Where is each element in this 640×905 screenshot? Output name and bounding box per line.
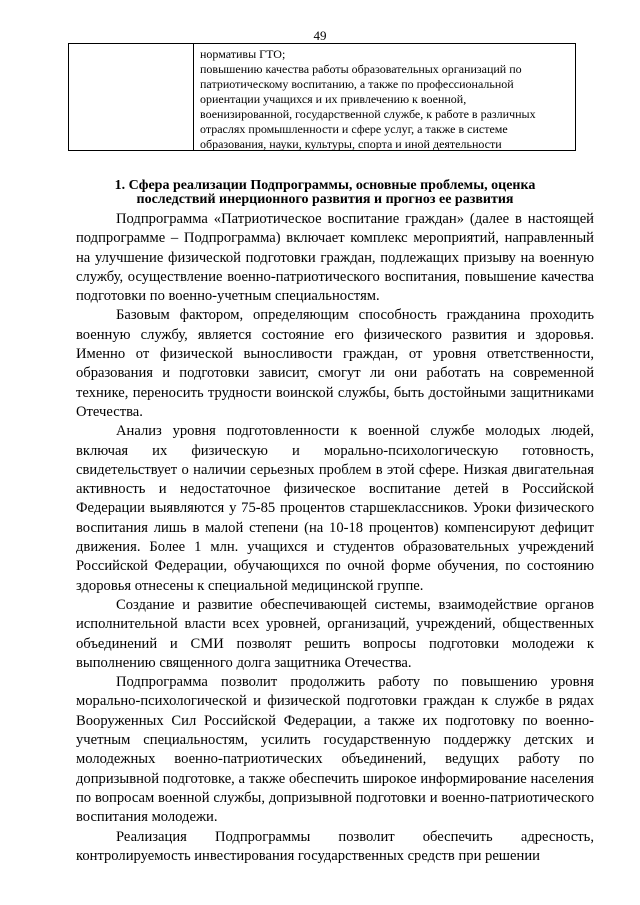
table-text-line: ориентации учащихся и их привлечению к военной, — [200, 92, 467, 106]
paragraph: Подпрограмма позволит продолжить работу по повышению уровня морально-психологической и физической подготовки граждан к службе в рядах Вооруженных Сил Российской Федерации, а также их подготовку по военно-учетным специальностям, усилить государственную поддержку детских и молодежных военно-патриотических объединений, ведущих работу по допризывной подготовке, а также обеспечить широкое информирование населения по вопросам военной службы, допризывной подготовки и военно-патриотического воспитания молодежи. — [76, 674, 594, 826]
paragraph: Анализ уровня подготовленности к военной службе молодых людей, включая их физическую и морально-психологическую готовность, свидетельствует о наличии серьезных проблем в этой сфере. Низкая двигательная активность и недостаточное физическое воспитание детей в Российской Федерации выявляются у 75-85 процентов старшеклассников. Уроки физического воспитания лишь в малой степени (на 10-18 процентов) компенсируют дефицит движения. Более 1 млн. учащихся и студентов образовательных учреждений Российской Федерации, обучающихся по очной форме обучения, по состоянию здоровья отнесены к специальной медицинской группе. — [76, 423, 594, 594]
table-text-line: патриотическому воспитанию, а также по профессиональной — [200, 77, 514, 91]
section-heading — [60, 179, 590, 207]
table-text-line: образования, науки, культуры, спорта и иной деятельности — [200, 137, 502, 151]
paragraph: Создание и развитие обеспечивающей системы, взаимодействие органов исполнительной власти всех уровней, организаций, учреждений, общественных объединений и СМИ позволят решить вопросы подготовки молодежи к выполнению священного долга защитника Отечества. — [76, 596, 594, 671]
continuation-table — [68, 43, 576, 151]
section-heading-line: 1. Сфера реализации Подпрограммы, основные проблемы, оценка — [114, 178, 536, 193]
body-text — [76, 210, 594, 866]
page-number: 49 — [313, 28, 327, 43]
paragraph: Реализация Подпрограммы позволит обеспечить адресность, контролируемость инвестирования государственных средств при решении — [76, 828, 594, 864]
table-right-cell — [194, 44, 575, 150]
table-text-line: нормативы ГТО; — [200, 47, 286, 61]
table-text-line: повышению качества работы образовательных организаций по — [200, 62, 522, 76]
paragraph: Подпрограмма «Патриотическое воспитание граждан» (далее в настоящей подпрограмме – Подпрограмма) включает комплекс мероприятий, направленный на улучшение физической подготовки граждан, подлежащих призыву на военную службу, осуществление военно-патриотического воспитания, повышение качества подготовки по военно-учетным специальностям. — [76, 211, 594, 305]
table-text-line: отраслях промышленности и сфере услуг, а также в системе — [200, 122, 508, 136]
paragraph: Базовым фактором, определяющим способность гражданина проходить военную службу, является состояние его физического развития и здоровья. Именно от физической выносливости граждан, от уровня ответственности, образования и подготовки зависит, смогут ли они работать на современной технике, переносить трудности воинской службы, быть достойными защитниками Отечества. — [76, 307, 594, 420]
table-text-line: военизированной, государственной службе, к работе в различных — [200, 107, 536, 121]
section-heading-line: последствий инерционного развития и прогноз ее развития — [136, 192, 514, 207]
table-left-cell — [69, 44, 194, 150]
